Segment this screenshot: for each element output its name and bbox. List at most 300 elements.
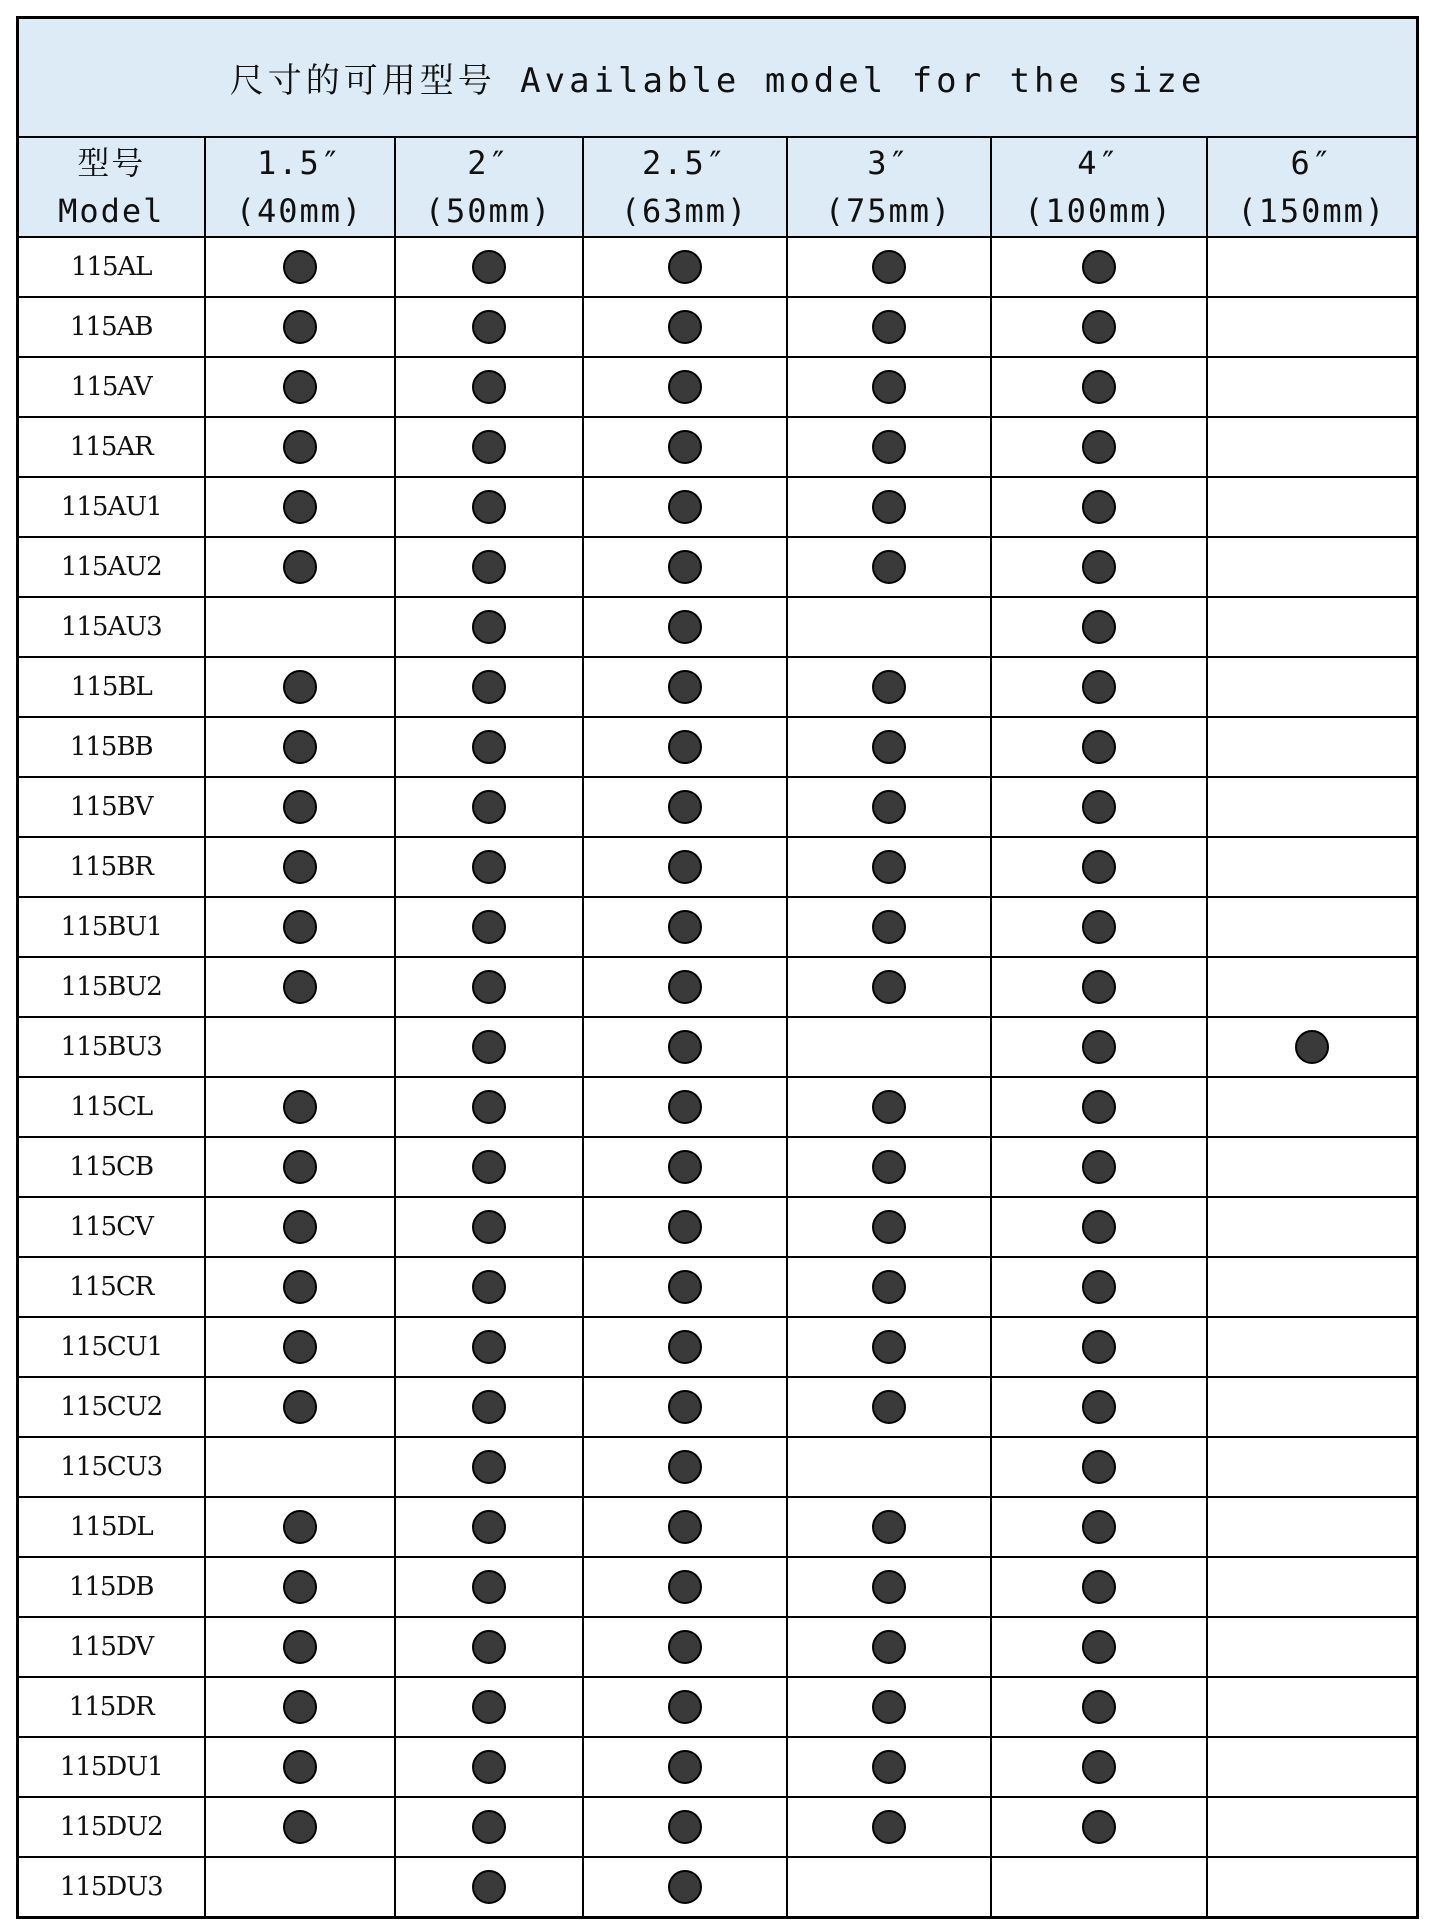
availability-cell [1207,1257,1418,1317]
model-cell: 115DV [18,1617,205,1677]
availability-cell [991,657,1207,717]
availability-cell [395,1737,583,1797]
available-dot-icon [872,1330,906,1364]
available-dot-icon [1082,850,1116,884]
model-cell: 115DR [18,1677,205,1737]
availability-cell [991,1257,1207,1317]
availability-cell [205,717,395,777]
availability-cell [395,1857,583,1918]
availability-cell [787,1137,991,1197]
available-dot-icon [472,730,506,764]
available-dot-icon [472,1510,506,1544]
availability-cell [205,357,395,417]
available-dot-icon [668,1330,702,1364]
availability-cell [787,777,991,837]
available-dot-icon [1082,1210,1116,1244]
availability-cell [1207,1497,1418,1557]
availability-cell [1207,777,1418,837]
availability-cell [395,1677,583,1737]
availability-cell [583,777,787,837]
availability-cell [787,717,991,777]
size-inch: 3″ [867,144,910,182]
availability-cell [205,1197,395,1257]
available-dot-icon [283,1390,317,1424]
available-dot-icon [872,670,906,704]
table-row [18,1017,1418,1077]
availability-cell [583,1197,787,1257]
available-dot-icon [1295,1030,1329,1064]
availability-cell [1207,1197,1418,1257]
available-dot-icon [1082,670,1116,704]
size-column-header [395,137,583,237]
available-dot-icon [472,430,506,464]
availability-cell [205,777,395,837]
available-dot-icon [283,730,317,764]
model-cell: 115DU3 [18,1857,205,1918]
table-row [18,297,1418,357]
availability-cell [1207,1797,1418,1857]
availability-cell [205,297,395,357]
availability-cell [583,1617,787,1677]
availability-cell [205,1857,395,1918]
available-dot-icon [1082,550,1116,584]
available-dot-icon [472,790,506,824]
table-row [18,1557,1418,1617]
column-header-row [18,137,1418,237]
size-inch: 4″ [1077,144,1120,182]
availability-cell [395,1497,583,1557]
available-dot-icon [472,550,506,584]
size-mm: (50mm) [424,192,553,230]
availability-cell [787,1677,991,1737]
available-dot-icon [668,1690,702,1724]
size-column-header [1207,137,1418,237]
availability-cell [787,657,991,717]
size-column-header [205,137,395,237]
availability-cell [205,1377,395,1437]
table-row [18,417,1418,477]
availability-cell [787,537,991,597]
available-dot-icon [1082,1150,1116,1184]
available-dot-icon [1082,610,1116,644]
availability-cell [991,957,1207,1017]
model-cell: 115BU3 [18,1017,205,1077]
available-dot-icon [1082,490,1116,524]
model-cell: 115CU1 [18,1317,205,1377]
availability-cell [1207,957,1418,1017]
availability-cell [787,1737,991,1797]
available-dot-icon [668,430,702,464]
availability-cell [991,597,1207,657]
table-row [18,1617,1418,1677]
availability-cell [205,597,395,657]
table-row [18,1437,1418,1497]
availability-cell [583,1077,787,1137]
availability-cell [787,1497,991,1557]
table-row [18,1317,1418,1377]
model-cell: 115AB [18,297,205,357]
availability-cell [787,417,991,477]
availability-cell [395,237,583,297]
availability-cell [991,1737,1207,1797]
available-dot-icon [668,550,702,584]
availability-cell [395,777,583,837]
availability-cell [1207,897,1418,957]
available-dot-icon [283,1570,317,1604]
available-dot-icon [872,370,906,404]
availability-cell [205,1797,395,1857]
availability-cell [583,1557,787,1617]
available-dot-icon [472,1270,506,1304]
availability-cell [1207,237,1418,297]
available-dot-icon [1082,1390,1116,1424]
available-dot-icon [872,250,906,284]
available-dot-icon [668,850,702,884]
available-dot-icon [1082,1810,1116,1844]
availability-cell [205,1077,395,1137]
size-column-header [991,137,1207,237]
availability-cell [1207,837,1418,897]
available-dot-icon [668,610,702,644]
size-mm: (40mm) [235,192,364,230]
model-cell: 115CU2 [18,1377,205,1437]
table-row [18,777,1418,837]
available-dot-icon [872,1510,906,1544]
availability-cell [1207,1857,1418,1918]
table-row [18,1677,1418,1737]
availability-cell [991,297,1207,357]
availability-cell [991,237,1207,297]
available-dot-icon [872,1570,906,1604]
available-dot-icon [472,1870,506,1904]
availability-cell [395,1257,583,1317]
availability-cell [583,1677,787,1737]
available-dot-icon [1082,730,1116,764]
available-dot-icon [668,490,702,524]
availability-cell [787,237,991,297]
available-dot-icon [472,370,506,404]
model-cell: 115DB [18,1557,205,1617]
table-row [18,237,1418,297]
available-dot-icon [872,430,906,464]
availability-cell [583,717,787,777]
available-dot-icon [472,1630,506,1664]
availability-cell [1207,1437,1418,1497]
model-cell: 115AU2 [18,537,205,597]
availability-cell [395,417,583,477]
available-dot-icon [472,1150,506,1184]
model-cell: 115CR [18,1257,205,1317]
available-dot-icon [668,1030,702,1064]
availability-cell [787,1257,991,1317]
available-dot-icon [872,490,906,524]
size-column-header [583,137,787,237]
available-dot-icon [668,370,702,404]
available-dot-icon [472,1750,506,1784]
available-dot-icon [668,670,702,704]
availability-cell [991,1617,1207,1677]
availability-cell [991,717,1207,777]
availability-cell [1207,1317,1418,1377]
available-dot-icon [472,850,506,884]
availability-cell [205,1017,395,1077]
available-dot-icon [668,250,702,284]
available-dot-icon [283,430,317,464]
availability-cell [583,297,787,357]
available-dot-icon [668,1570,702,1604]
availability-cell [395,837,583,897]
model-cell: 115CL [18,1077,205,1137]
table-row [18,1077,1418,1137]
available-dot-icon [283,310,317,344]
availability-cell [205,1257,395,1317]
available-dot-icon [472,910,506,944]
available-dot-icon [668,1870,702,1904]
available-dot-icon [872,1270,906,1304]
availability-cell [1207,657,1418,717]
availability-cell [205,1617,395,1677]
availability-cell [1207,477,1418,537]
table-body [18,237,1418,1918]
available-dot-icon [668,970,702,1004]
availability-cell [1207,297,1418,357]
model-cell: 115AL [18,237,205,297]
available-dot-icon [872,790,906,824]
availability-cell [991,1137,1207,1197]
availability-cell [1207,1557,1418,1617]
available-dot-icon [283,1750,317,1784]
availability-cell [395,1017,583,1077]
availability-cell [583,417,787,477]
available-dot-icon [1082,370,1116,404]
available-dot-icon [668,1210,702,1244]
availability-cell [205,1137,395,1197]
availability-cell [395,957,583,1017]
table-row [18,1737,1418,1797]
available-dot-icon [872,1810,906,1844]
availability-cell [583,1377,787,1437]
availability-cell [583,1857,787,1918]
available-dot-icon [472,610,506,644]
availability-cell [395,477,583,537]
availability-cell [787,357,991,417]
availability-cell [583,1797,787,1857]
availability-cell [583,357,787,417]
available-dot-icon [472,1330,506,1364]
available-dot-icon [1082,1270,1116,1304]
availability-cell [583,537,787,597]
available-dot-icon [472,490,506,524]
available-dot-icon [472,1570,506,1604]
table-row [18,717,1418,777]
model-cell: 115AR [18,417,205,477]
available-dot-icon [872,1210,906,1244]
table-row [18,957,1418,1017]
availability-cell [991,1317,1207,1377]
model-cell: 115AU1 [18,477,205,537]
availability-cell [787,297,991,357]
availability-cell [395,1197,583,1257]
available-dot-icon [283,670,317,704]
available-dot-icon [872,1150,906,1184]
available-dot-icon [872,1750,906,1784]
availability-cell [991,1797,1207,1857]
available-dot-icon [1082,1750,1116,1784]
availability-cell [787,1617,991,1677]
availability-cell [583,237,787,297]
availability-cell [1207,1677,1418,1737]
available-dot-icon [472,970,506,1004]
available-dot-icon [872,1690,906,1724]
availability-cell [1207,1377,1418,1437]
size-inch: 1.5″ [256,144,343,182]
model-cell: 115DU1 [18,1737,205,1797]
availability-cell [205,237,395,297]
availability-cell [205,1317,395,1377]
model-cell: 115AU3 [18,597,205,657]
available-dot-icon [1082,250,1116,284]
availability-cell [787,837,991,897]
available-dot-icon [668,1270,702,1304]
availability-cell [395,1137,583,1197]
size-mm: (150mm) [1237,192,1387,230]
size-mm: (100mm) [1024,192,1173,230]
availability-cell [1207,1737,1418,1797]
availability-cell [395,1797,583,1857]
availability-cell [1207,537,1418,597]
available-dot-icon [472,1390,506,1424]
table-row [18,537,1418,597]
table-row [18,1197,1418,1257]
availability-cell [787,957,991,1017]
available-dot-icon [1082,1450,1116,1484]
availability-cell [583,1137,787,1197]
table-row [18,357,1418,417]
availability-cell [991,1857,1207,1918]
available-dot-icon [283,1810,317,1844]
available-dot-icon [1082,430,1116,464]
availability-cell [205,957,395,1017]
availability-cell [583,597,787,657]
availability-cell [395,657,583,717]
available-dot-icon [668,1750,702,1784]
available-dot-icon [283,370,317,404]
availability-cell [1207,1137,1418,1197]
availability-cell [1207,417,1418,477]
availability-cell [583,957,787,1017]
availability-cell [205,837,395,897]
available-dot-icon [283,1090,317,1124]
availability-cell [787,1197,991,1257]
availability-cell [991,417,1207,477]
availability-cell [205,1677,395,1737]
table-row [18,657,1418,717]
availability-cell [205,1437,395,1497]
availability-cell [395,897,583,957]
available-dot-icon [668,310,702,344]
available-dot-icon [872,1390,906,1424]
availability-cell [991,897,1207,957]
availability-cell [1207,597,1418,657]
size-inch: 2″ [467,144,510,182]
availability-cell [205,897,395,957]
available-dot-icon [283,910,317,944]
model-cell: 115DL [18,1497,205,1557]
availability-cell [395,597,583,657]
available-dot-icon [1082,1510,1116,1544]
availability-cell [991,537,1207,597]
available-dot-icon [472,1090,506,1124]
availability-cell [787,1557,991,1617]
availability-cell [583,1257,787,1317]
size-inch: 6″ [1290,144,1334,182]
size-column-header [787,137,991,237]
availability-cell [583,837,787,897]
availability-cell [991,1377,1207,1437]
availability-cell [991,1677,1207,1737]
availability-cell [991,357,1207,417]
available-dot-icon [872,310,906,344]
availability-cell [395,1077,583,1137]
available-dot-icon [283,1210,317,1244]
available-dot-icon [668,910,702,944]
availability-cell [205,537,395,597]
availability-cell [991,1437,1207,1497]
availability-cell [1207,1077,1418,1137]
model-cell: 115AV [18,357,205,417]
model-cell: 115DU2 [18,1797,205,1857]
available-dot-icon [1082,970,1116,1004]
availability-cell [395,1377,583,1437]
available-dot-icon [472,1210,506,1244]
model-cell: 115BU2 [18,957,205,1017]
availability-cell [205,657,395,717]
table-row [18,1857,1418,1918]
available-dot-icon [472,250,506,284]
availability-cell [991,777,1207,837]
availability-cell [1207,1617,1418,1677]
available-dot-icon [872,1630,906,1664]
table-row [18,597,1418,657]
availability-cell [1207,717,1418,777]
available-dot-icon [1082,910,1116,944]
availability-cell [991,1077,1207,1137]
table-row [18,837,1418,897]
availability-cell [787,477,991,537]
available-dot-icon [668,790,702,824]
availability-cell [787,1017,991,1077]
availability-cell [991,1557,1207,1617]
availability-cell [395,1617,583,1677]
available-dot-icon [283,970,317,1004]
model-cell: 115CB [18,1137,205,1197]
availability-cell [395,1437,583,1497]
available-dot-icon [283,1510,317,1544]
availability-cell [583,1017,787,1077]
available-dot-icon [472,1690,506,1724]
table-title: 尺寸的可用型号 Available model for the size [18,18,1418,138]
availability-cell [787,597,991,657]
available-dot-icon [872,730,906,764]
availability-cell [787,1317,991,1377]
available-dot-icon [668,1450,702,1484]
available-dot-icon [1082,1690,1116,1724]
table-row [18,1797,1418,1857]
available-dot-icon [283,1270,317,1304]
available-dot-icon [668,730,702,764]
availability-cell [991,1497,1207,1557]
availability-cell [395,537,583,597]
